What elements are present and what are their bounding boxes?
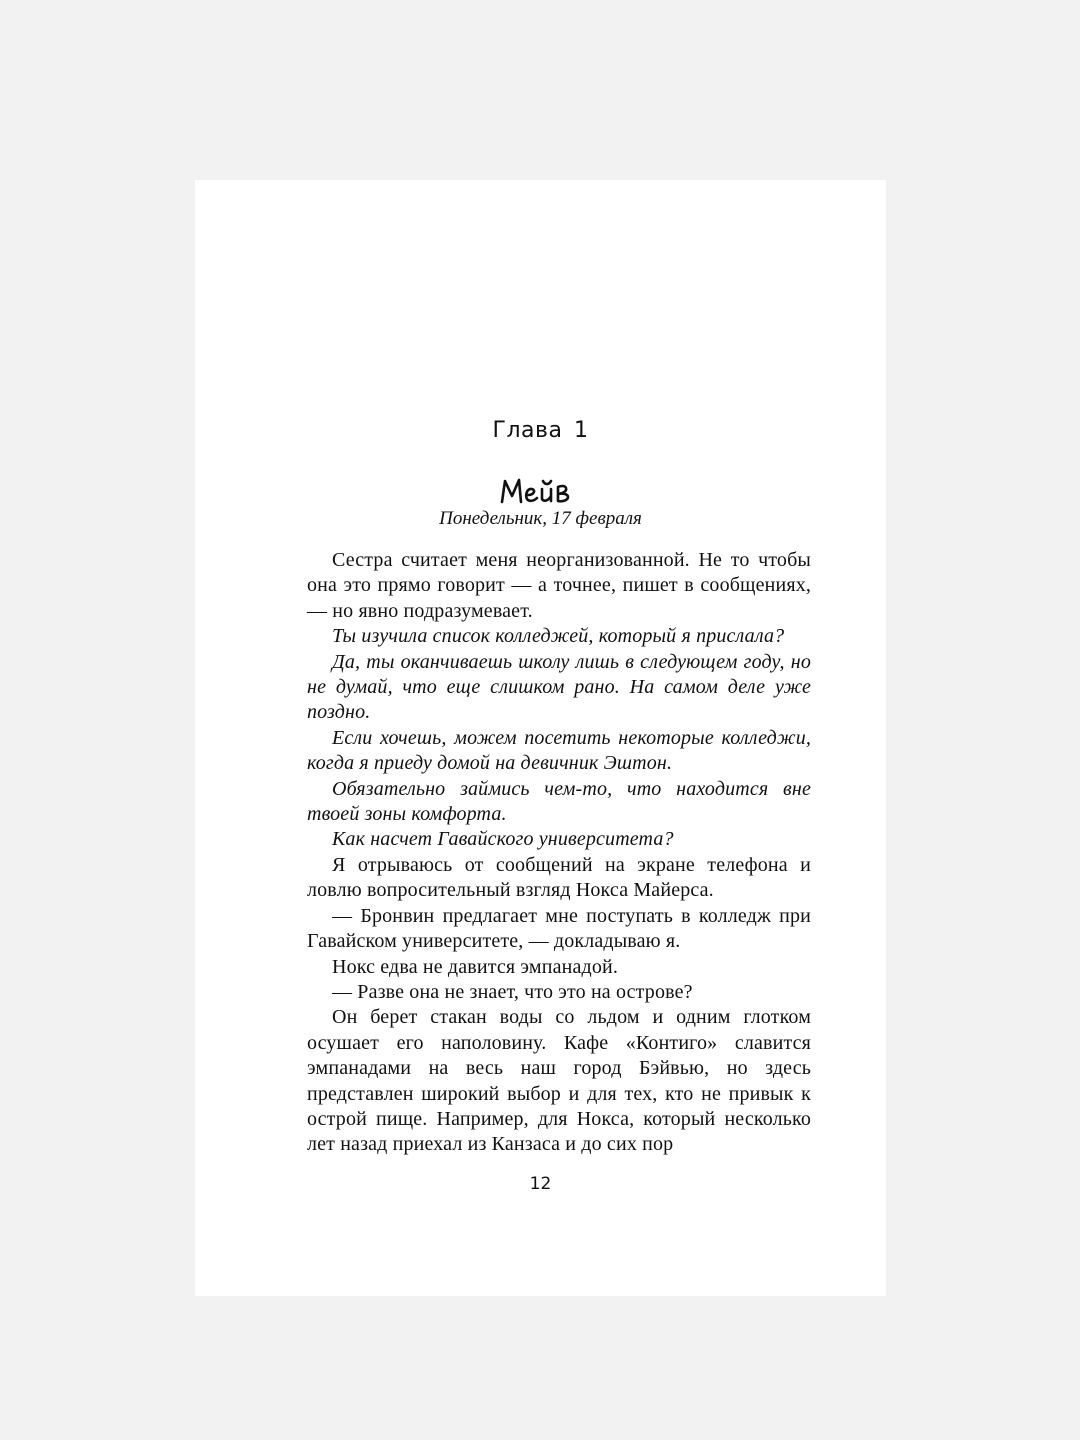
paragraph: Я отрываюсь от сообщений на экране телефона и ловлю вопросительный взгляд Нокса Майерса. bbox=[307, 853, 811, 902]
narrator-handwritten-logo bbox=[496, 472, 586, 508]
paragraph: Ты изучила список колледжей, который я прислала? bbox=[332, 625, 785, 648]
paragraph: Он берет стакан воды со льдом и одним глотком осушает его наполовину. Кафе «Контиго» славится эмпанадами на весь наш город Бэйвью, но здесь представлен широкий выбор и для тех, кто не привык к острой пище. Например, для Нокса, который несколько лет назад приехал из Канзаса и до сих пор bbox=[307, 1006, 811, 1156]
chapter-date: Понедельник, 17 февраля bbox=[439, 508, 642, 529]
chapter-heading: Глава 1 bbox=[492, 418, 589, 443]
paragraph: Если хочешь, можем посетить некоторые колледжи, когда я приеду домой на девичник Эштон. bbox=[307, 726, 811, 775]
chapter-body bbox=[307, 548, 811, 1158]
page-number: 12 bbox=[529, 1174, 552, 1194]
paragraph: Сестра считает меня неорганизованной. Не то чтобы она это прямо говорит — а точнее, пишет в сообщениях, — но явно подразумевает. bbox=[307, 549, 811, 622]
paragraph: Как насчет Гавайского университета? bbox=[332, 828, 674, 851]
paragraph: Обязательно займись чем-то, что находится вне твоей зоны комфорта. bbox=[307, 777, 811, 826]
narrator-name bbox=[195, 472, 886, 508]
book-page bbox=[195, 180, 886, 1296]
paragraph: Да, ты оканчиваешь школу лишь в следующем году, но не думай, что еще слишком рано. На самом деле уже поздно. bbox=[307, 650, 811, 724]
paragraph: — Бронвин предлагает мне поступать в колледж при Гавайском университете, — докладываю я. bbox=[307, 904, 811, 953]
paragraph: Нокс едва не давится эмпанадой. bbox=[332, 955, 618, 978]
paragraph: — Разве она не знает, что это на острове? bbox=[332, 980, 693, 1003]
